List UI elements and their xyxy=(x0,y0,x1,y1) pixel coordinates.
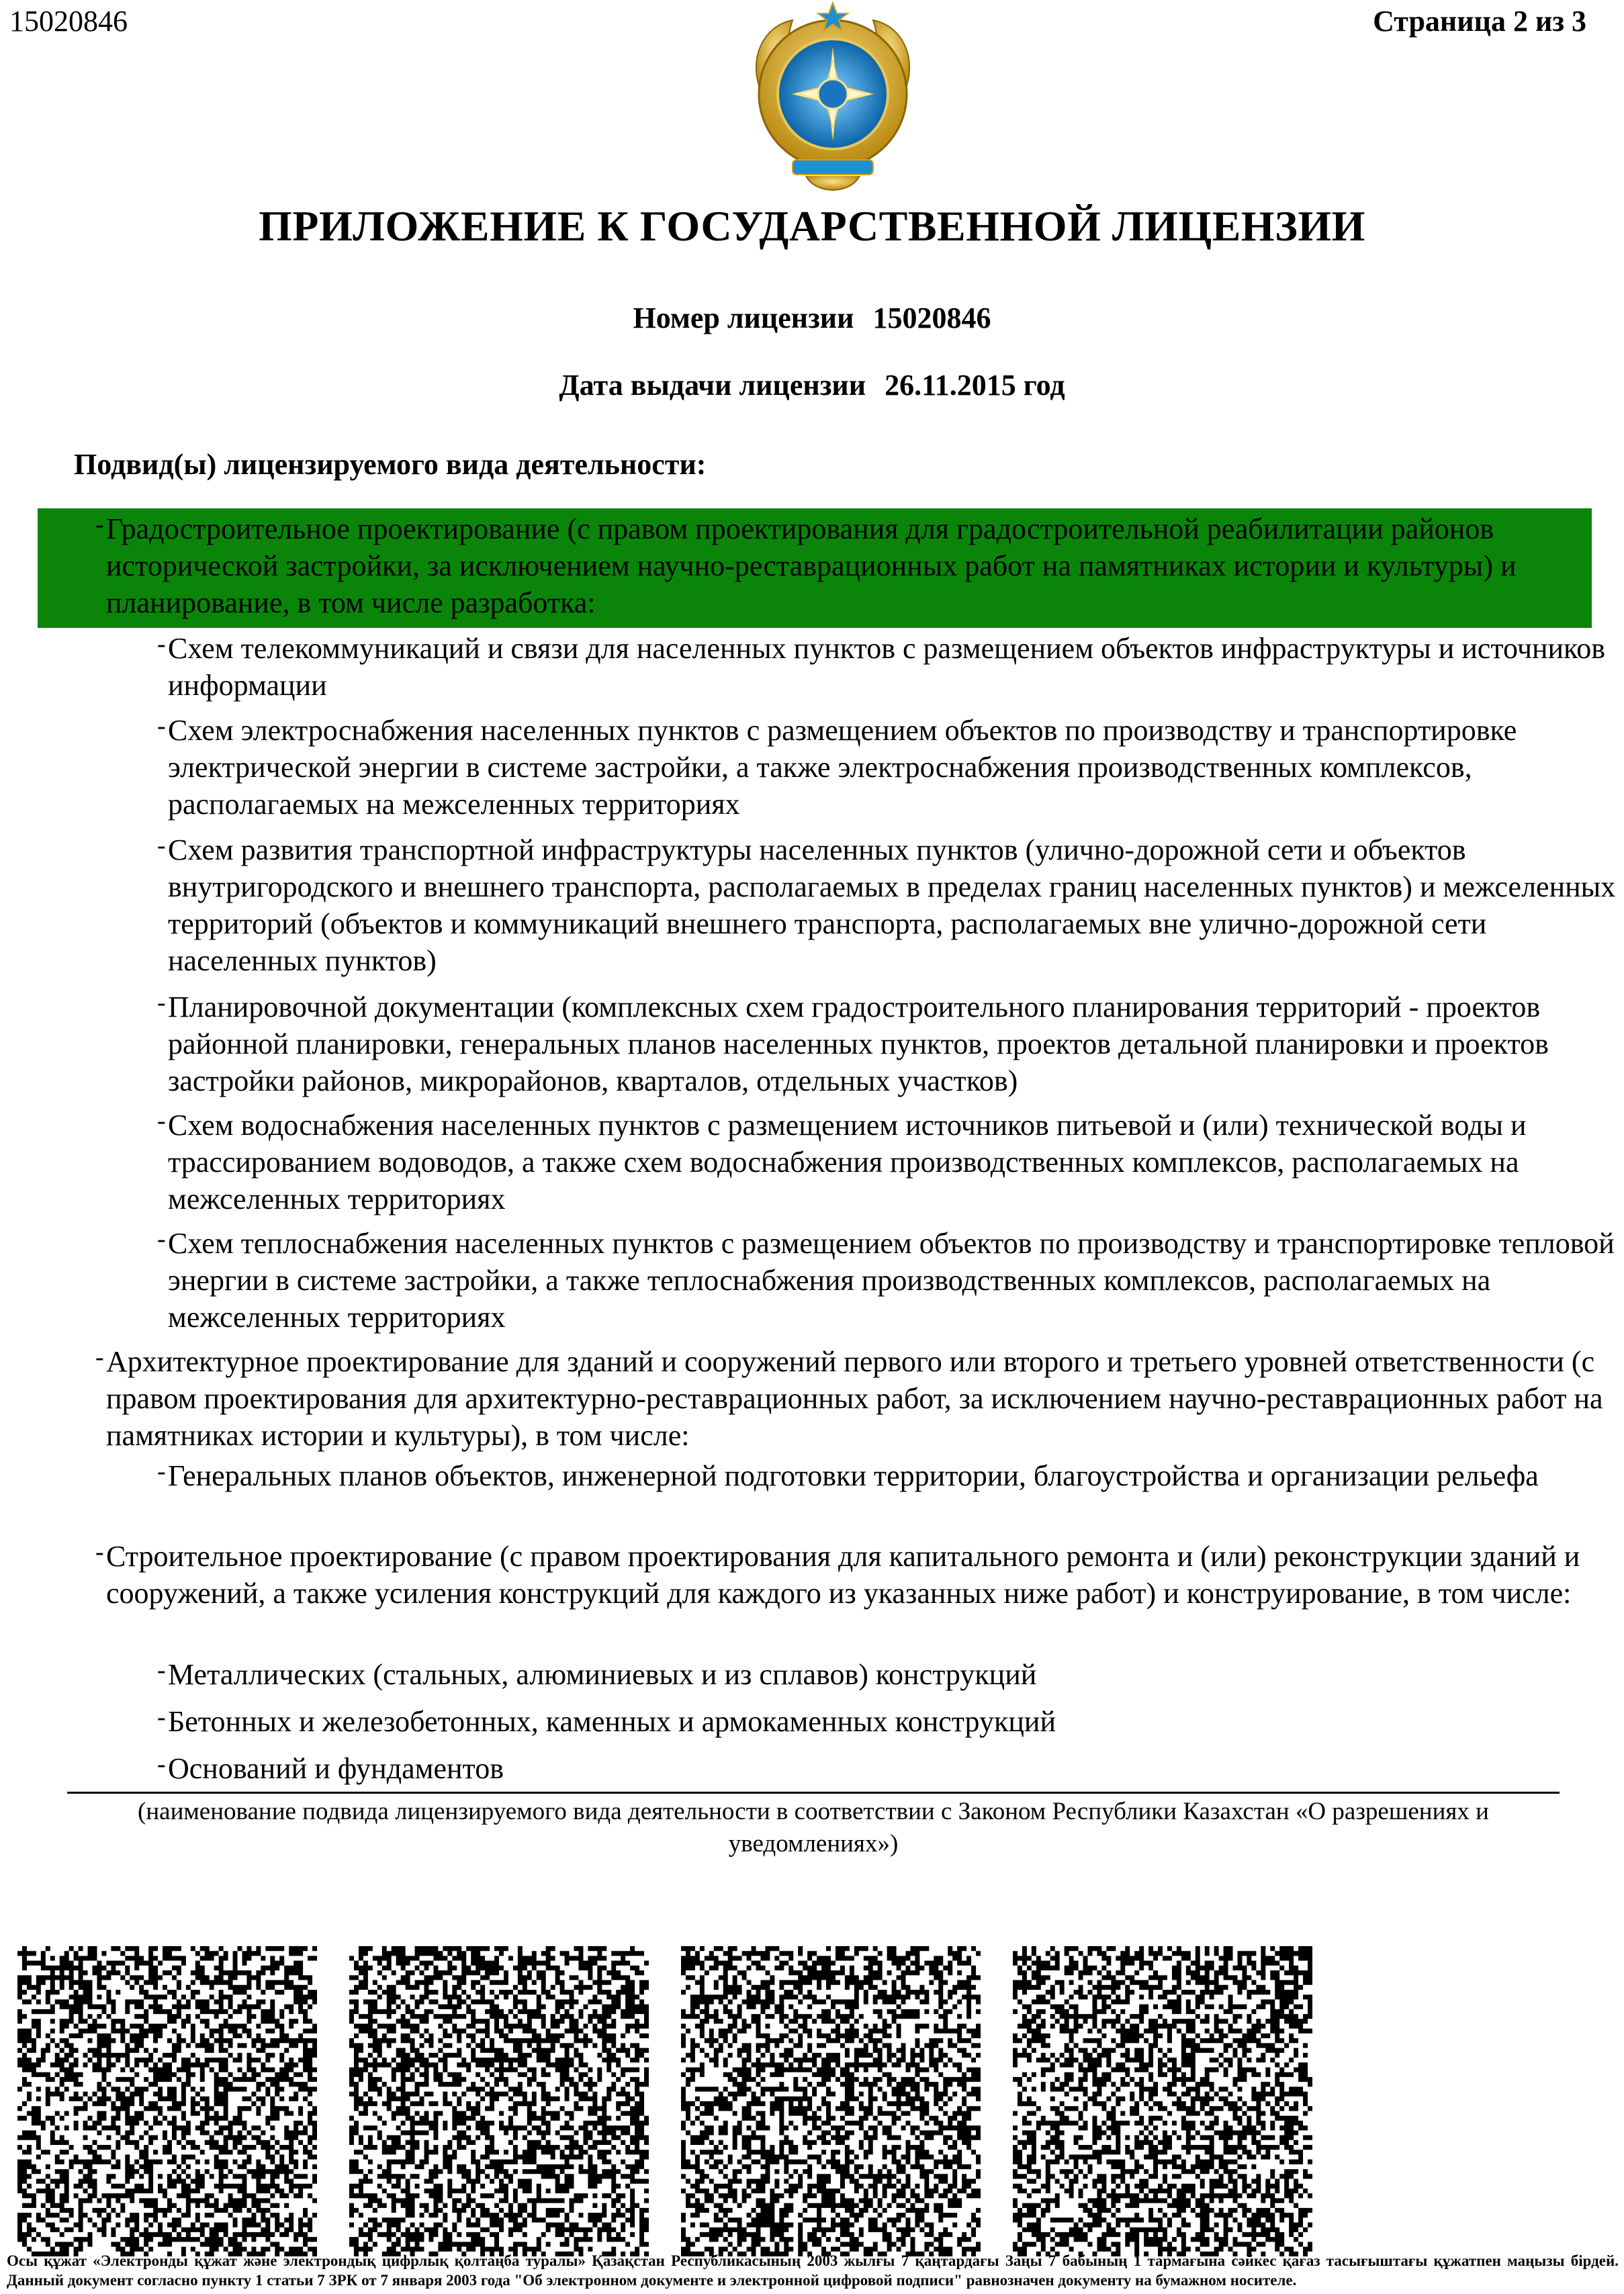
list-item-text: Генеральных планов объектов, инженерной подготовки территории, благоустройства и организации рельефа xyxy=(168,1459,1539,1492)
license-date-label: Дата выдачи лицензии xyxy=(559,369,866,402)
document-number: 15020846 xyxy=(9,5,128,38)
list-item: - Схем электроснабжения населенных пунктов с размещением объектов по производству и транспортировке электрической энергии в системе застройки, а также электроснабжения производственных комплексов, располагаемых на межселенных территориях xyxy=(157,712,1517,821)
list-item: - Схем теплоснабжения населенных пунктов с размещением объектов по производству и транспортировке тепловой энергии в системе застройки, а также теплоснабжения производственных комплексов, располагаемых на межселенных территориях xyxy=(157,1225,1615,1334)
legal-footer: Осы құжат «Электронды құжат және электрондық цифрлық қолтаңба туралы» Қазақстан Республикасының 2003 жылғы 7 қаңтардағы Заңы 7 бабының 1 тармағына сәйкес қағаз тасығыштағы құжатпен маңызы бірдей. Данный документ согласно пункту 1 статьи 7 ЗРК от 7 января 2003 года "Об электронном документе и электронной цифровой подписи" равнозначен документу на бумажном носителе. xyxy=(7,2252,1619,2289)
list-item-text: Схем теплоснабжения населенных пунктов с размещением объектов по производству и транспортировке тепловой энергии в системе застройки, а также теплоснабжения производственных комплексов, располагаемых на межселенных территориях xyxy=(168,1227,1615,1334)
license-date-value: 26.11.2015 год xyxy=(885,369,1065,402)
page-title: ПРИЛОЖЕНИЕ К ГОСУДАРСТВЕННОЙ ЛИЦЕНЗИИ xyxy=(259,202,1365,250)
caption-divider xyxy=(67,1792,1560,1794)
list-item: - Схем водоснабжения населенных пунктов с размещением источников питьевой и (или) технической воды и трассированием водоводов, а также схем водоснабжения производственных комплексов, располагаемых на межселенных территориях xyxy=(157,1107,1527,1215)
state-emblem-icon xyxy=(739,0,927,201)
qr-code-icon xyxy=(681,1946,981,2256)
list-item: - Оснований и фундаментов xyxy=(157,1750,504,1785)
list-item-text: Схем телекоммуникаций и связи для населенных пунктов с размещением объектов инфраструктуры и источников информации xyxy=(168,632,1605,702)
list-item-text: Схем развития транспортной инфраструктуры населенных пунктов (улично-дорожной сети и объектов внутригородского и внешнего транспорта, располагаемых в пределах границ населенных пунктов) и межселенных территорий (объектов и коммуникаций внешнего транспорта, располагаемых вне улично-дорожной сети населенных пунктов) xyxy=(168,833,1616,977)
qr-code-icon xyxy=(1013,1946,1312,2256)
license-date-line xyxy=(0,368,1624,402)
list-item: - Металлических (стальных, алюминиевых и из сплавов) конструкций xyxy=(157,1656,1037,1691)
list-item: - Градостроительное проектирование (с правом проектирования для градостроительной реабилитации районов исторической застройки, за исключением научно-реставрационных работ на памятниках истории и культуры) и планирование, в том числе разработка: xyxy=(95,510,1517,619)
page-indicator: Страница 2 из 3 xyxy=(1373,5,1586,38)
list-item-text: Схем водоснабжения населенных пунктов с размещением источников питьевой и (или) технической воды и трассированием водоводов, а также схем водоснабжения производственных комплексов, располагаемых на межселенных территориях xyxy=(168,1109,1527,1215)
license-number-label: Номер лицензии xyxy=(633,302,854,334)
list-item-text: Градостроительное проектирование (с правом проектирования для градостроительной реабилитации районов исторической застройки, за исключением научно-реставрационных работ на памятниках истории и культуры) и планирование, в том числе разработка: xyxy=(106,512,1517,619)
list-item: - Архитектурное проектирование для зданий и сооружений первого или второго и третьего уровней ответственности (с правом проектирования для архитектурно-реставрационных работ, за исключением научно-реставрационных работ на памятниках истории и культуры), в том числе: xyxy=(95,1343,1603,1452)
list-item-text: Оснований и фундаментов xyxy=(168,1752,504,1785)
list-item: - Схем развития транспортной инфраструктуры населенных пунктов (улично-дорожной сети и объектов внутригородского и внешнего транспорта, располагаемых в пределах границ населенных пунктов) и межселенных территорий (объектов и коммуникаций внешнего транспорта, располагаемых вне улично-дорожной сети населенных пунктов) xyxy=(157,831,1616,977)
list-item: - Строительное проектирование (с правом проектирования для капитального ремонта и (или) реконструкции зданий и сооружений, а также усиления конструкций для каждого из указанных ниже работ) и конструирование, в том числе: xyxy=(95,1538,1580,1610)
list-item-text: Планировочной документации (комплексных схем градостроительного планирования территорий - проектов районной планировки, генеральных планов населенных пунктов, проектов детальной планировки и проектов застройки районов, микрорайонов, кварталов, отдельных участков) xyxy=(168,991,1549,1097)
list-item-text: Строительное проектирование (с правом проектирования для капитального ремонта и (или) реконструкции зданий и сооружений, а также усиления конструкций для каждого из указанных ниже работ) и конструирование, в том числе: xyxy=(106,1540,1580,1610)
license-number-value: 15020846 xyxy=(872,302,991,334)
qr-code-row xyxy=(0,1946,1624,2256)
license-number-line xyxy=(0,301,1624,335)
list-item-text: Металлических (стальных, алюминиевых и из сплавов) конструкций xyxy=(168,1658,1037,1691)
qr-code-icon xyxy=(349,1946,649,2256)
list-item: - Схем телекоммуникаций и связи для населенных пунктов с размещением объектов инфраструктуры и источников информации xyxy=(157,630,1605,702)
qr-code-icon xyxy=(17,1946,317,2256)
list-item: - Генеральных планов объектов, инженерной подготовки территории, благоустройства и организации рельефа xyxy=(157,1457,1539,1492)
list-item-text: Бетонных и железобетонных, каменных и армокаменных конструкций xyxy=(168,1705,1056,1738)
list-item: - Планировочной документации (комплексных схем градостроительного планирования территорий - проектов районной планировки, генеральных планов населенных пунктов, проектов детальной планировки и проектов застройки районов, микрорайонов, кварталов, отдельных участков) xyxy=(157,989,1549,1097)
caption: (наименование подвида лицензируемого вида деятельности в соответствии с Законом Республики Казахстан «О разрешениях и уведомлениях») xyxy=(138,1798,1489,1857)
list-item-text: Схем электроснабжения населенных пунктов с размещением объектов по производству и транспортировке электрической энергии в системе застройки, а также электроснабжения производственных комплексов, располагаемых на межселенных территориях xyxy=(168,714,1517,821)
section-label: Подвид(ы) лицензируемого вида деятельности: xyxy=(74,448,707,481)
list-item-text: Архитектурное проектирование для зданий и сооружений первого или второго и третьего уровней ответственности (с правом проектирования для архитектурно-реставрационных работ, за исключением научно-реставрационных работ на памятниках истории и культуры), в том числе: xyxy=(106,1345,1603,1452)
list-item: - Бетонных и железобетонных, каменных и армокаменных конструкций xyxy=(157,1703,1056,1738)
